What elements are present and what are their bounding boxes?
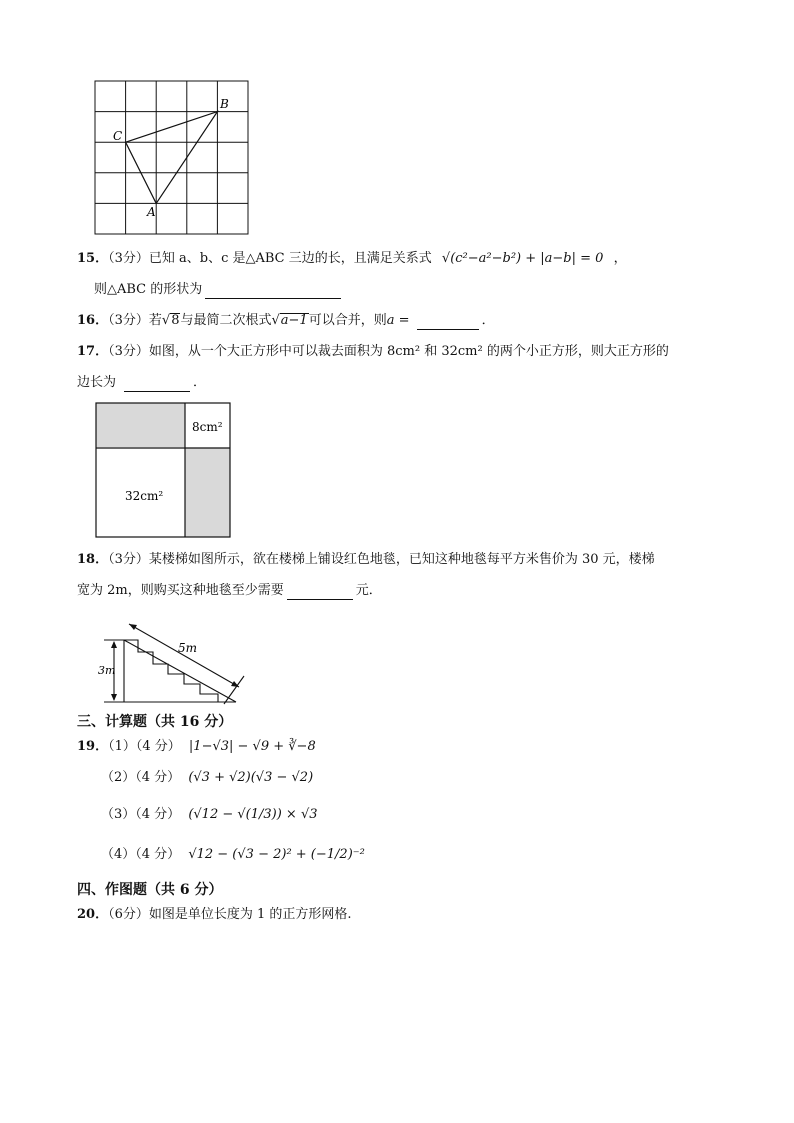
q19-p2-formula: (√3 + √2)(√3 − √2) bbox=[188, 770, 314, 785]
q16-score: （3分） bbox=[108, 313, 149, 328]
q15-answer-blank[interactable] bbox=[205, 284, 341, 299]
q16-text2: 与最简二次根式 bbox=[180, 313, 272, 328]
q16-var: a bbox=[386, 313, 395, 328]
q17-text: 如图，从一个大正方形中可以裁去面积为 8cm² 和 32cm² 的两个小正方形，则大正方形的 bbox=[148, 344, 669, 359]
q19-p3-label: （3）（4 分） bbox=[101, 807, 181, 822]
q17-end: ． bbox=[193, 375, 207, 390]
q18-number: 18． bbox=[77, 552, 109, 567]
q19-part2 bbox=[101, 769, 313, 787]
q15-text: 已知 a、b、c 是△ABC 三边的长，且满足关系式 bbox=[148, 251, 432, 266]
q16-number: 16． bbox=[77, 313, 109, 328]
label-32cm2: 32cm² bbox=[125, 489, 164, 503]
q17-number: 17． bbox=[77, 344, 109, 359]
q17-score: （3分） bbox=[108, 344, 149, 359]
q19-part3 bbox=[101, 806, 318, 824]
q15-formula: √(c²−a²−b²) + |a−b| = 0 bbox=[441, 251, 604, 266]
q18-text2a: 宽为 2m，则购买这种地毯至少需要 bbox=[77, 583, 284, 598]
label-3m: 3m bbox=[98, 664, 116, 677]
q20-text: 如图是单位长度为 1 的正方形网格. bbox=[148, 907, 352, 922]
q19-part4 bbox=[101, 846, 365, 864]
q18-score: （3分） bbox=[108, 552, 149, 567]
staircase-figure bbox=[98, 612, 250, 708]
q18-line2 bbox=[77, 582, 382, 600]
q18-answer-blank[interactable] bbox=[287, 585, 353, 600]
q15-score: （3分） bbox=[108, 251, 149, 266]
q16-end: ． bbox=[481, 313, 495, 328]
label-a: A bbox=[147, 205, 156, 219]
q16-answer-blank[interactable] bbox=[417, 315, 479, 330]
label-8cm2: 8cm² bbox=[192, 420, 223, 434]
q17-line2 bbox=[77, 374, 206, 392]
label-c: C bbox=[113, 129, 123, 143]
q20-line bbox=[77, 906, 352, 924]
q15-shape-prompt: 则△ABC 的形状为 bbox=[94, 282, 203, 297]
q19-p4-formula: √12 − (√3 − 2)² + (−1/2)⁻² bbox=[188, 847, 365, 862]
q18-text2b: 元． bbox=[355, 583, 382, 598]
q20-number: 20． bbox=[77, 907, 109, 922]
q19-p3-formula: (√12 − √(1/3)) × √3 bbox=[188, 807, 318, 822]
triangle-abc bbox=[126, 112, 218, 204]
q19-p1-formula: |1−√3| − √9 + ∛−8 bbox=[188, 739, 316, 754]
q16-radicand: a−1 bbox=[280, 313, 308, 328]
section-4-title: 四、作图题（共 6 分） bbox=[77, 882, 223, 898]
q15-line2 bbox=[94, 281, 344, 299]
stair-steps bbox=[124, 640, 218, 702]
q15-number: 15． bbox=[77, 251, 109, 266]
q16-text1: 若 bbox=[148, 313, 162, 328]
q19-p4-label: （4）（4 分） bbox=[101, 847, 181, 862]
squares-figure bbox=[95, 402, 233, 540]
q15-line1 bbox=[77, 250, 627, 268]
q16-sqrt8: 8 bbox=[171, 313, 180, 328]
q19-number: 19． bbox=[77, 739, 109, 754]
section-3-title: 三、计算题（共 16 分） bbox=[77, 714, 233, 730]
q20-score: （6分） bbox=[108, 907, 149, 922]
label-5m: 5m bbox=[178, 641, 198, 655]
q19-p1-label: （1）（4 分） bbox=[108, 739, 181, 754]
q19-p2-label: （2）（4 分） bbox=[101, 770, 181, 785]
q19-part1 bbox=[77, 738, 316, 756]
q17-line1 bbox=[77, 343, 669, 361]
q15-comma: ， bbox=[613, 251, 627, 266]
q16-text3: 可以合并，则 bbox=[308, 313, 387, 328]
q16-line: 16．（3分）若√8与最简二次根式√a−1可以合并，则a = ． bbox=[77, 313, 495, 328]
q18-line1 bbox=[77, 551, 655, 569]
triangle-grid-figure bbox=[94, 80, 252, 238]
q18-text: 某楼梯如图所示，欲在楼梯上铺设红色地毯，已知这种地毯每平方米售价为 30 元，楼梯 bbox=[148, 552, 655, 567]
q17-side-prompt: 边长为 bbox=[77, 375, 117, 390]
q16-eq: = bbox=[394, 313, 414, 328]
q17-answer-blank[interactable] bbox=[124, 377, 190, 392]
label-b: B bbox=[220, 97, 229, 111]
